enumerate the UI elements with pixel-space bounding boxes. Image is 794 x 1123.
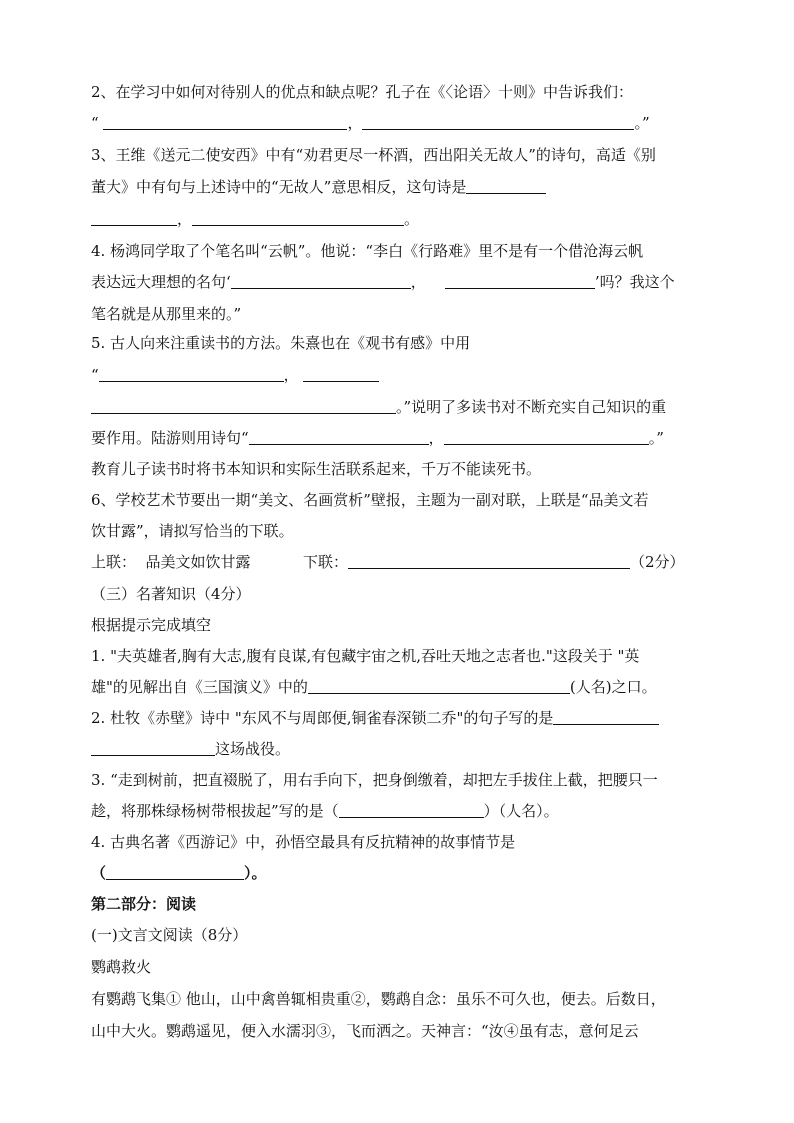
q5-blank-2-cont[interactable] — [91, 399, 396, 414]
q3-answer-line: ， 。 — [91, 209, 419, 229]
q2-blank-1[interactable] — [103, 115, 347, 130]
q4-prompt-2: 表达远大理想的名句‘ ， ’吗？我这个 — [91, 273, 675, 291]
q6-blank[interactable] — [348, 554, 630, 569]
q5-answer-line-2: 。”说明了多读书对不断充实自己知识的重 — [91, 397, 666, 417]
s3-q2-prompt: 2. 杜牧《赤壁》诗中 "东风不与周郎便,铜雀春深锁二乔"的句子写的是 — [91, 708, 659, 728]
q2-blank-2[interactable] — [362, 115, 634, 130]
q4-blank-1[interactable] — [231, 274, 411, 289]
s3-q2-blank[interactable] — [553, 710, 659, 725]
q4-prompt-1: 4. 杨鸿同学取了个笔名叫“云帆”。他说：“李白《行路难》里不是有一个借沧海云帆 — [91, 242, 644, 260]
s3-q4-answer-line: （ ）。 — [91, 864, 267, 882]
q4-blank-2[interactable] — [445, 274, 595, 289]
s3-q3-prompt: 3. “走到树前，把直裰脱了，用右手向下，把身倒缴着，却把左手拔住上截，把腰只一 — [91, 771, 658, 789]
s3-q1-prompt: 1. "夫英雄者,胸有大志,腹有良谋,有包藏宇宙之机,吞吐天地之志者也."这段关于 "英 — [91, 647, 640, 665]
s3-q2-blank-cont[interactable] — [91, 741, 215, 756]
part2-heading: 第二部分：阅读 — [91, 895, 197, 913]
q6-prompt-1: 6、学校艺术节要出一期“美文、名画赏析”壁报，主题为一副对联，上联是“品美文若 — [91, 491, 649, 509]
q5-blank-2[interactable] — [303, 367, 379, 382]
passage-line-1: 有鹦鹉飞集① 他山，山中禽兽辄相贵重②，鹦鹉自念：虽乐不可久也，便去。后数日， — [91, 990, 666, 1008]
q3-prompt-1: 3、王维《送元二使安西》中有“劝君更尽一杯酒，西出阳关无故人”的诗句，高适《别 — [91, 146, 656, 164]
s3-q3-answer-line: 趁，将那株绿杨树带根拔起”写的是（ ）（人名）。 — [91, 802, 559, 820]
q5-blank-4[interactable] — [444, 430, 649, 445]
section3-heading: （三）名著知识（4分） — [91, 585, 251, 603]
q3-blank-1[interactable] — [466, 179, 546, 194]
q6-answer-line: 上联： 品美文如饮甘露 下联： （2分） — [91, 553, 685, 571]
s3-q3-blank[interactable] — [339, 803, 484, 818]
q2-answer-line: “ ， 。” — [91, 114, 650, 132]
q5-blank-3[interactable] — [249, 430, 429, 445]
q2-prompt: 2、在学习中如何对待别人的优点和缺点呢？孔子在《〈论语〉十则》中告诉我们： — [91, 83, 634, 101]
q5-prompt-1: 5. 古人向来注重读书的方法。朱熹也在《观书有感》中用 — [91, 334, 471, 352]
s3-q4-prompt: 4. 古典名著《西游记》中，孙悟空最具有反抗精神的故事情节是 — [91, 833, 516, 851]
section3-intro: 根据提示完成填空 — [91, 616, 212, 634]
q5-prompt-4: 要作用。陆游则用诗句“ ， 。” — [91, 429, 664, 447]
passage-title: 鹦鹉救火 — [91, 958, 152, 976]
q5-answer-line-1: “ ， — [91, 365, 379, 385]
q5-blank-1[interactable] — [99, 367, 284, 382]
passage-line-2: 山中大火。鹦鹉遥见，便入水濡羽③，飞而洒之。天神言：“汝④虽有志，意何足云 — [91, 1022, 639, 1040]
q3-blank-2[interactable] — [192, 211, 404, 226]
q4-prompt-3: 笔名就是从那里来的。” — [91, 305, 242, 323]
s3-q1-blank[interactable] — [308, 679, 570, 694]
q6-prompt-2: 饮甘露”，请拟写恰当的下联。 — [91, 522, 294, 540]
s3-q1-answer-line: 雄"的见解出自《三国演义》中的 (人名)之口。 — [91, 678, 657, 696]
q3-blank-1-cont[interactable] — [91, 211, 177, 226]
q3-prompt-2: 董大》中有句与上述诗中的“无故人”意思相反，这句诗是 — [91, 177, 546, 197]
s3-q2-answer-line: 这场战役。 — [91, 739, 290, 759]
part2-subheading: (一)文言文阅读（8分） — [91, 926, 248, 944]
q5-prompt-5: 教育儿子读书时将书本知识和实际生活联系起来，千万不能读死书。 — [91, 460, 542, 478]
s3-q4-blank[interactable] — [106, 865, 244, 880]
